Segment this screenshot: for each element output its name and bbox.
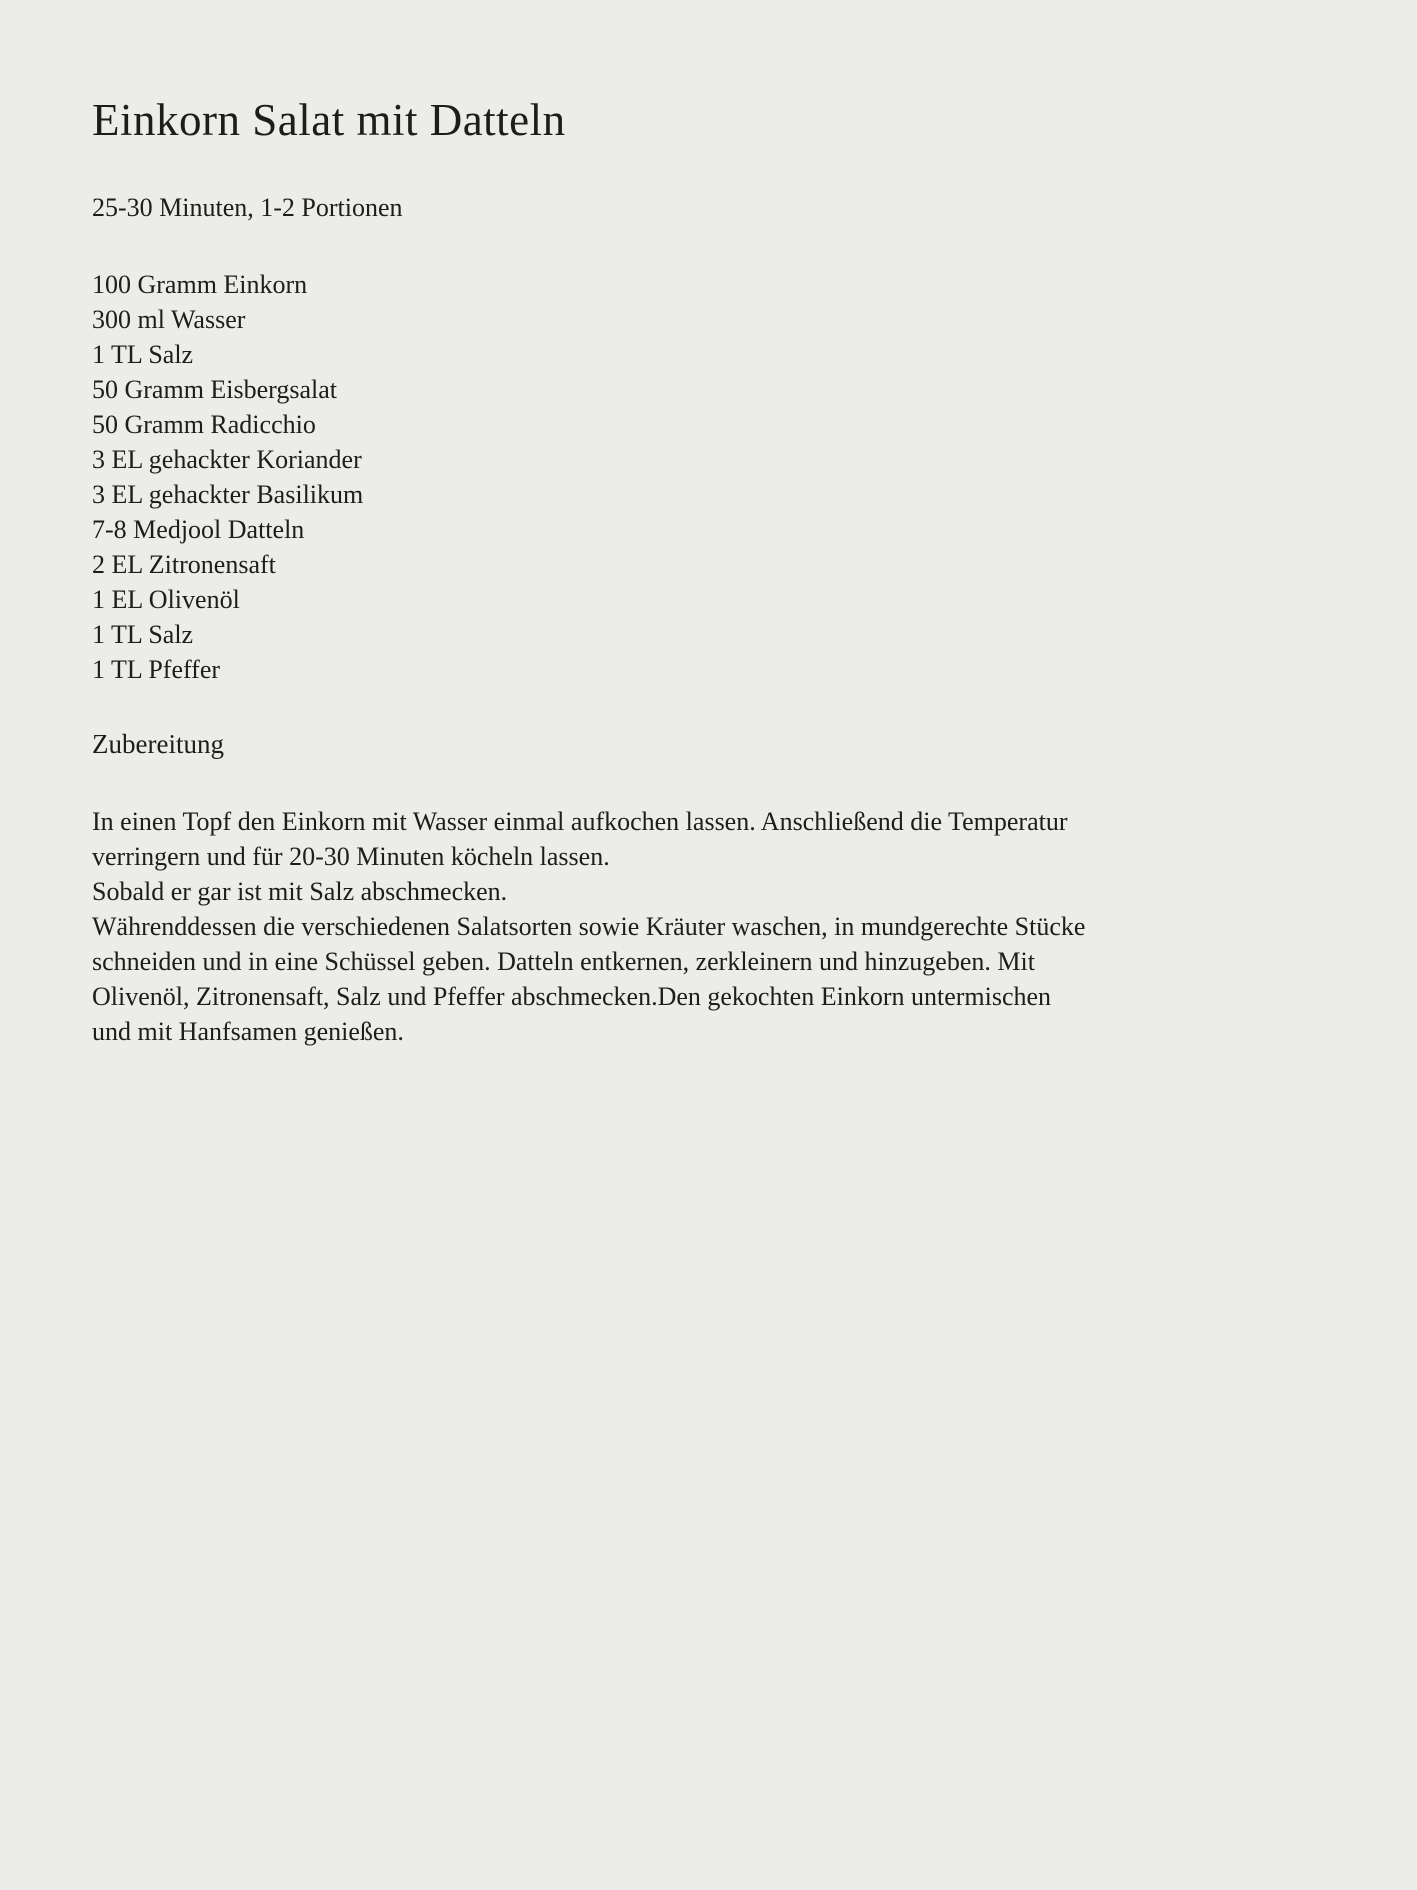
recipe-meta: 25-30 Minuten, 1-2 Portionen — [92, 192, 403, 222]
ingredient-item: 50 Gramm Eisbergsalat — [92, 374, 338, 404]
ingredient-item: 1 TL Salz — [92, 339, 194, 369]
ingredient-item: 1 TL Pfeffer — [92, 654, 221, 684]
ingredient-item: 300 ml Wasser — [92, 304, 246, 334]
ingredient-item: 2 EL Zitronensaft — [92, 549, 276, 579]
ingredient-item: 1 TL Salz — [92, 619, 194, 649]
instruction-paragraph: Währenddessen die verschiedenen Salatsorten sowie Kräuter waschen, in mundgerechte Stücke schneiden und in eine Schüssel geben. Datteln entkernen, zerkleinern und hinzugeben. Mit Olivenöl, Zitronensaft, Salz und Pfeffer abschmecken.Den gekochten Einkorn untermischen und mit Hanfsamen genießen. — [92, 911, 1086, 1046]
instruction-paragraph: In einen Topf den Einkorn mit Wasser einmal aufkochen lassen. Anschließend die Temperatur verringern und für 20-30 Minuten köcheln lassen. — [92, 806, 1068, 871]
ingredient-item: 100 Gramm Einkorn — [92, 269, 308, 299]
ingredient-item: 7-8 Medjool Datteln — [92, 514, 305, 544]
ingredient-item: 1 EL Olivenöl — [92, 584, 240, 614]
section-heading-zubereitung: Zubereitung — [92, 728, 224, 759]
ingredient-item: 50 Gramm Radicchio — [92, 409, 316, 439]
recipe-title: Einkorn Salat mit Datteln — [92, 95, 566, 145]
ingredient-item: 3 EL gehackter Koriander — [92, 444, 362, 474]
ingredient-list — [92, 267, 1325, 687]
instruction-paragraph: Sobald er gar ist mit Salz abschmecken. — [92, 876, 508, 906]
ingredient-item: 3 EL gehackter Basilikum — [92, 479, 364, 509]
instructions-block — [92, 804, 1087, 1049]
